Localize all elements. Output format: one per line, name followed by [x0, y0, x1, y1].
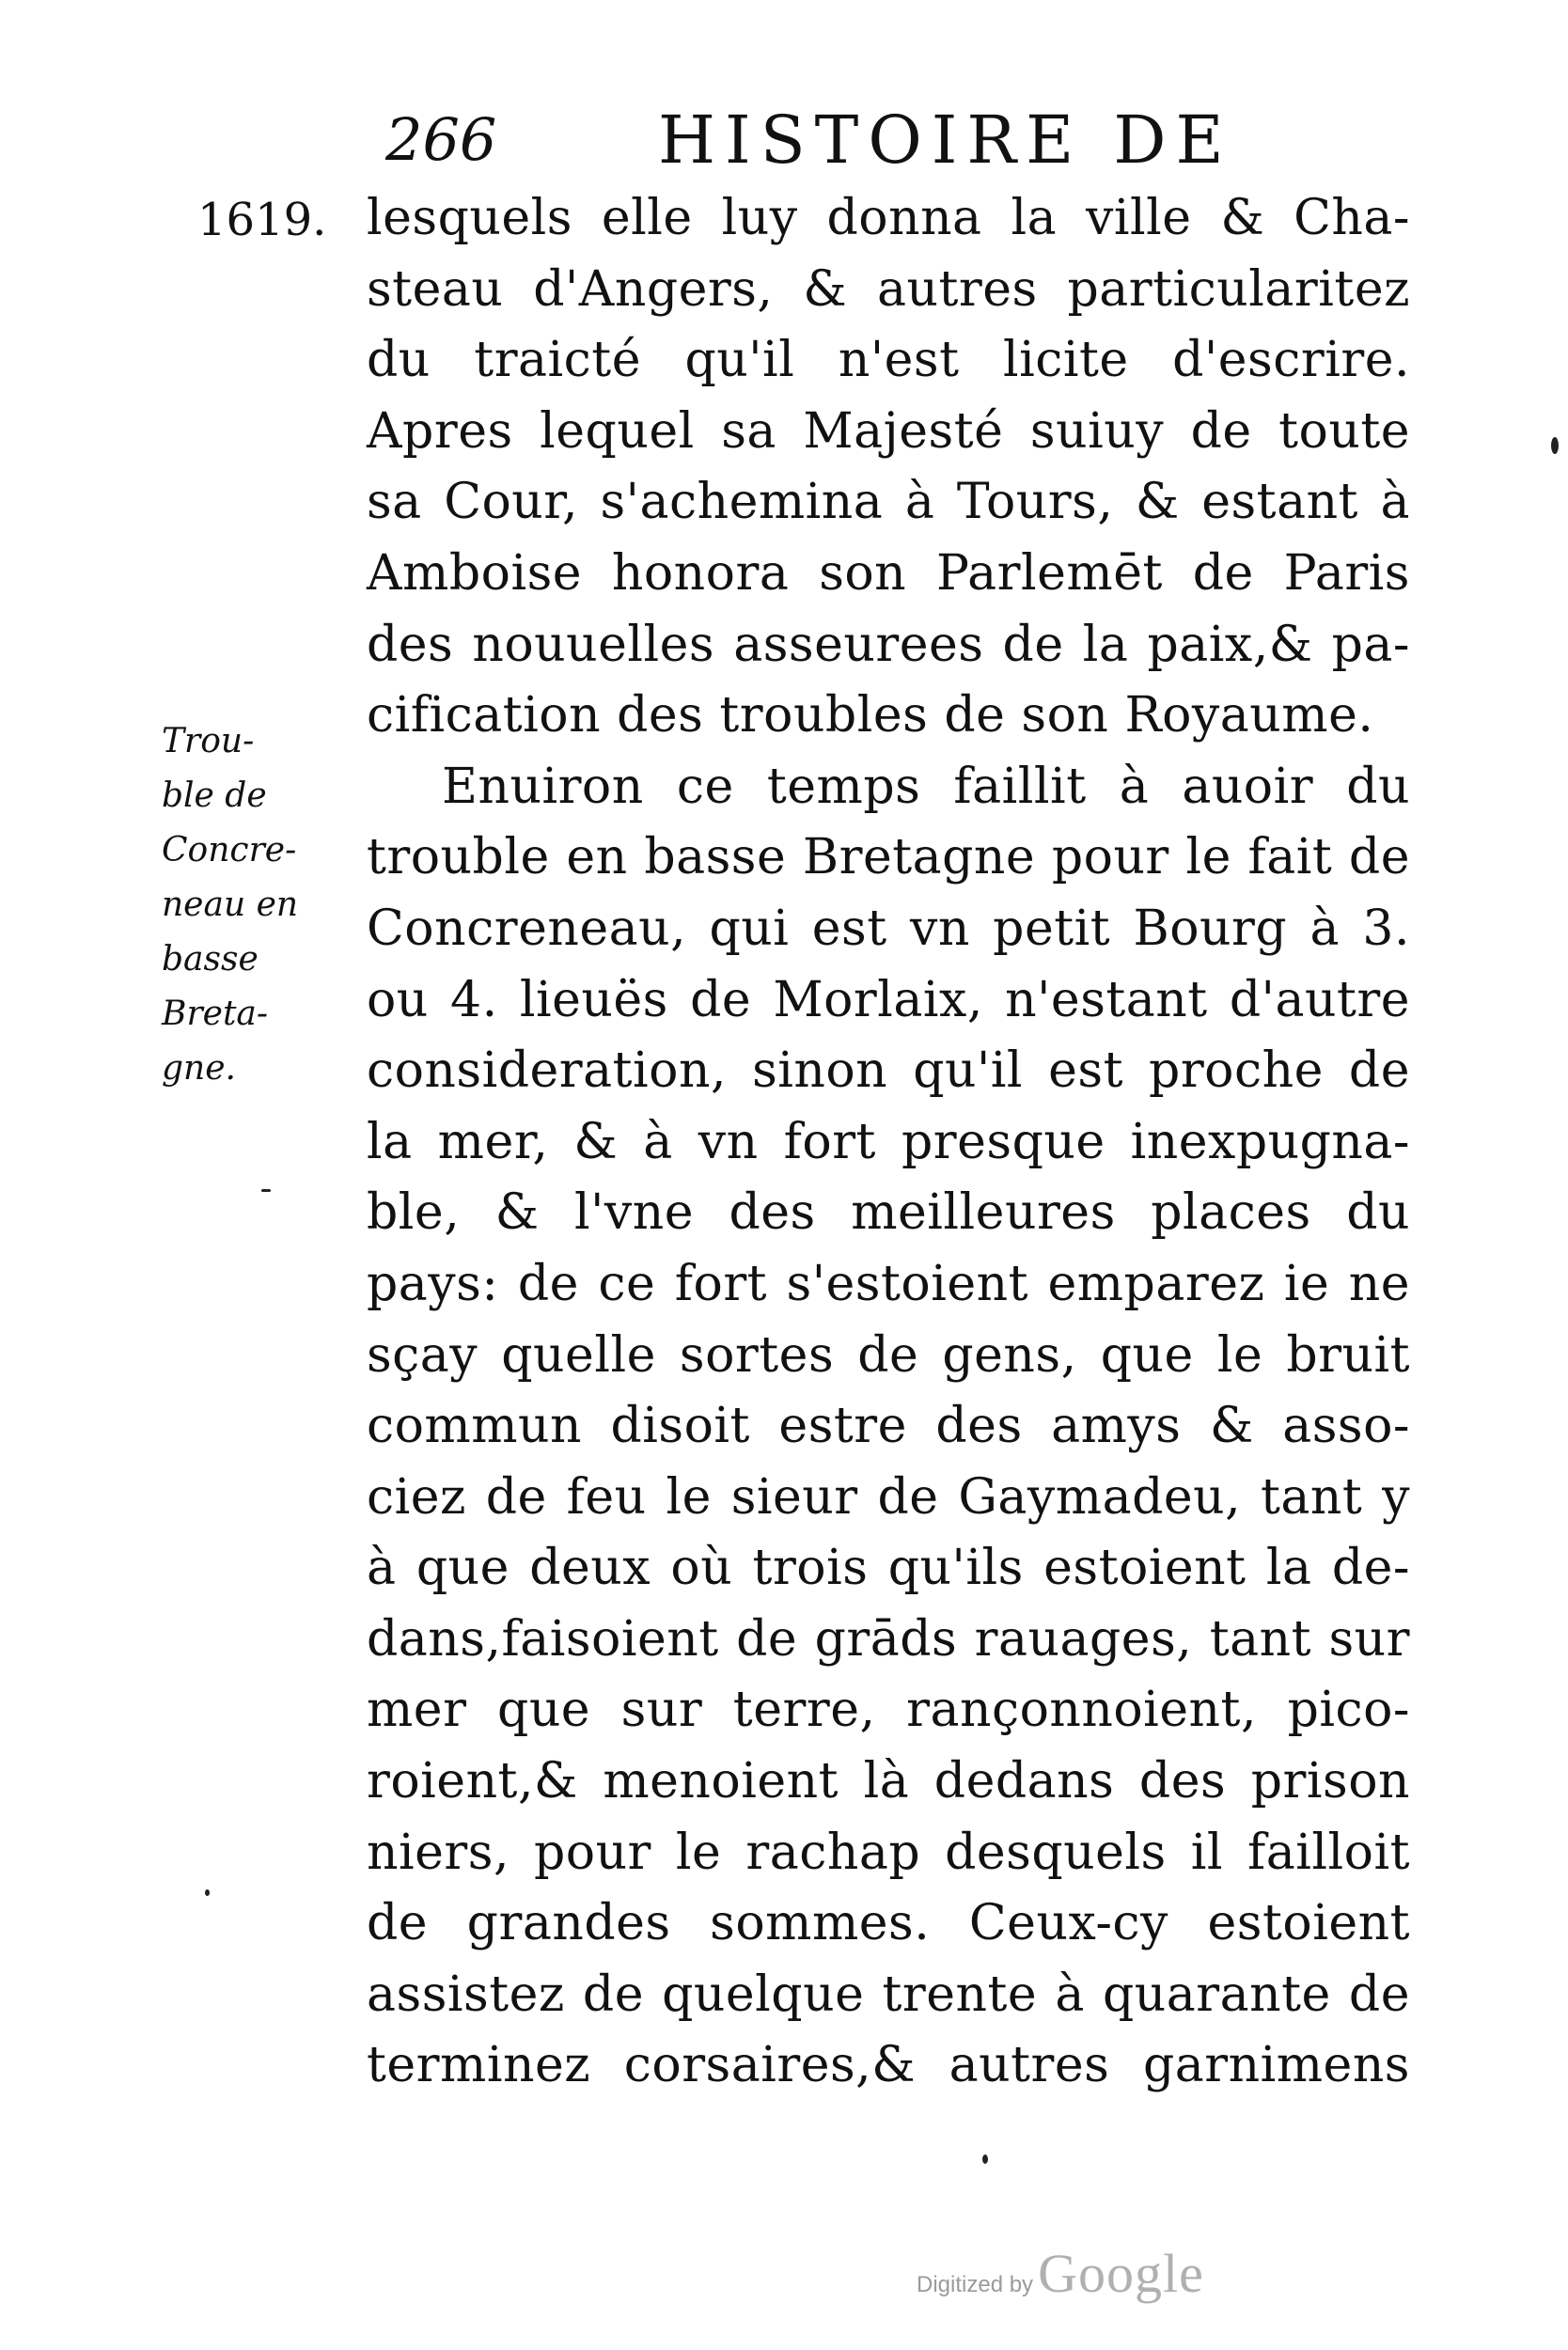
text-line: sçay quelle sortes de gens, que le bruit: [367, 1326, 1410, 1384]
ink-speck: [1551, 437, 1559, 454]
text-line: de grandes sommes. Ceux-cy estoient: [367, 1895, 1410, 1952]
text-line: assistez de quelque trente à quarante de: [367, 1966, 1410, 2023]
text-line: lesquels elle luy donna la ville & Cha-: [367, 190, 1410, 246]
text-line: à que deux où trois qu'ils estoient la de-: [367, 1540, 1410, 1597]
text-line: ou 4. lieuës de Morlaix, n'estant d'autre: [367, 971, 1410, 1028]
text-line: Amboise honora son Parlemēt de Paris: [367, 544, 1410, 602]
marginal-note-line: basse: [162, 940, 259, 979]
text-line: du traicté qu'il n'est licite d'escrire.: [367, 332, 1410, 389]
text-line: steau d'Angers, & autres particularitez: [367, 260, 1410, 318]
text-line: terminez corsaires,& autres garnimens: [367, 2037, 1410, 2094]
marginal-note-line: ble de: [162, 776, 267, 815]
running-title: HISTOIRE DE: [658, 102, 1233, 179]
ink-speck: [205, 1889, 210, 1896]
text-line: dans,faisoient de grāds rauages, tant sur: [367, 1610, 1410, 1668]
text-line: niers, pour le rachap desquels il failloit: [367, 1824, 1410, 1881]
text-line: trouble en basse Bretagne pour le fait de: [367, 829, 1410, 886]
text-line: pays: de ce fort s'estoient emparez ie ne: [367, 1255, 1410, 1312]
text-line: Apres lequel sa Majesté suiuy de toute: [367, 402, 1410, 460]
marginal-note-line: Trou-: [162, 722, 255, 760]
text-line: Enuiron ce temps faillit à auoir du: [442, 758, 1410, 815]
marginal-note-line: neau en: [162, 885, 299, 924]
text-line: consideration, sinon qu'il est proche de: [367, 1042, 1410, 1100]
text-line: commun disoit estre des amys & asso-: [367, 1398, 1410, 1455]
text-line: sa Cour, s'achemina à Tours, & estant à: [367, 474, 1410, 531]
running-head: [371, 102, 1405, 190]
text-line: des nouuelles asseurees de la paix,& pa-: [367, 616, 1410, 673]
text-line: roient,& menoient là dedans des prison: [367, 1753, 1410, 1810]
watermark-digitized-text: Digitized by: [917, 2272, 1034, 2297]
text-line: cification des troubles de son Royaume.: [367, 687, 1374, 744]
marginal-note: [162, 714, 350, 1096]
text-line: Concreneau, qui est vn petit Bourg à 3.: [367, 900, 1410, 957]
text-line: la mer, & à vn fort presque inexpugna-: [367, 1113, 1410, 1170]
marginal-note-line: gne.: [162, 1049, 236, 1088]
marginal-note-line: Concre-: [162, 831, 297, 870]
digitized-by-google-watermark: [917, 2242, 1204, 2305]
ink-speck: [982, 2154, 988, 2164]
marginal-note-line: Breta-: [162, 995, 269, 1033]
page-number: 266: [385, 105, 497, 174]
text-line: ciez de feu le sieur de Gaymadeu, tant y: [367, 1468, 1410, 1526]
year-marginal-note: 1619.: [197, 194, 327, 246]
google-logo: Google: [1038, 2243, 1204, 2304]
body-text: [367, 183, 1410, 2102]
ink-speck: [261, 1189, 271, 1192]
text-line: ble, & l'vne des meilleures places du: [367, 1184, 1410, 1242]
text-line: mer que sur terre, rançonnoient, pico-: [367, 1682, 1410, 1739]
